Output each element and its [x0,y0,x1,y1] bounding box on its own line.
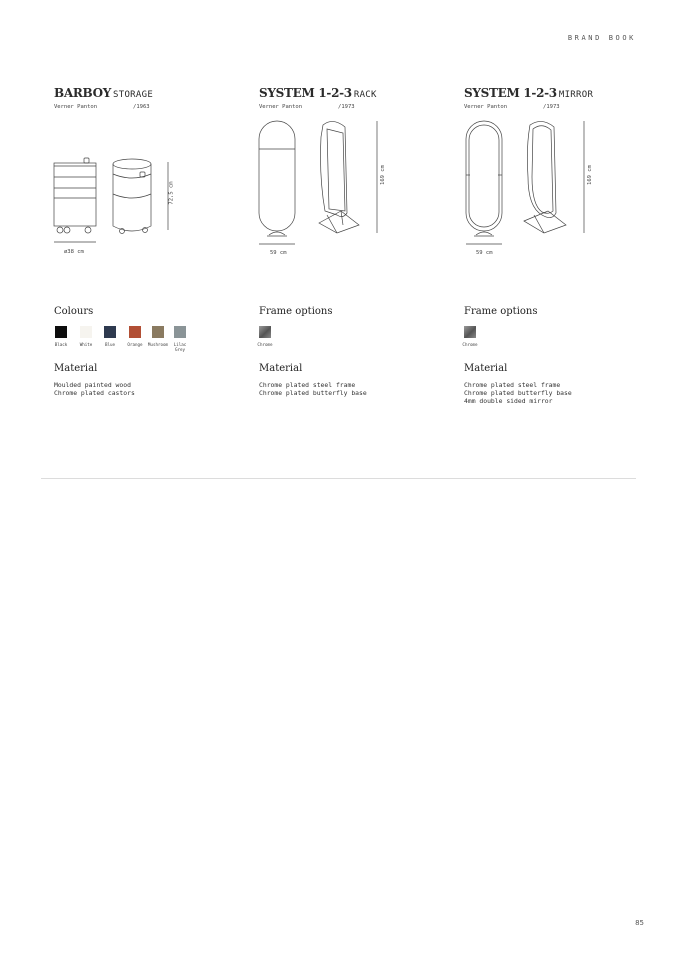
material-item: Chrome plated butterfly base [464,389,572,398]
swatch-lilac-grey [174,326,186,338]
mirror-drawing [462,117,592,249]
rack-width-label: 59 cm [270,250,287,256]
design-year: /1973 [543,104,560,110]
barboy-material-list [54,381,135,397]
designer-line [54,104,244,110]
barboy-width-label: ø38 cm [64,249,84,255]
product-name: BARBOY [54,86,112,100]
product-type: STORAGE [113,90,154,100]
rack-chrome-swatch [259,326,271,338]
swatch-label-mushroom: Mushroom [147,342,169,347]
mirror-height-label: 169 cm [586,165,593,185]
swatch-white [80,326,92,338]
mirror-chrome-swatch [464,326,476,338]
designer-name: Verner Panton [259,104,303,110]
product-title [259,86,449,102]
product-title [54,86,244,102]
rack-frame-options-title: Frame options [259,306,333,317]
product-name: SYSTEM 1-2-3 [464,86,557,100]
rack-height-label: 169 cm [379,165,386,185]
swatch-mushroom [152,326,164,338]
product-name: SYSTEM 1-2-3 [259,86,352,100]
designer-name: Verner Panton [54,104,98,110]
barboy-material-title: Material [54,363,98,374]
material-item: Chrome plated butterfly base [259,389,367,398]
product-barboy-header [54,86,244,110]
rack-chrome-label: Chrome [257,342,273,347]
mirror-material-title: Material [464,363,508,374]
designer-line [259,104,449,110]
rack-drawing [255,117,385,249]
material-item: 4mm double sided mirror [464,397,553,406]
product-type: RACK [353,90,377,100]
swatch-label-blue: Blue [104,342,116,347]
mirror-width-label: 59 cm [476,250,493,256]
material-item: Chrome plated steel frame [464,381,561,389]
page-number: 85 [635,919,644,927]
brand-book-label: BRAND BOOK [567,34,636,42]
mirror-frame-options-title: Frame options [464,306,538,317]
designer-name: Verner Panton [464,104,508,110]
material-item: Chrome plated steel frame [259,381,356,389]
designer-line [464,104,654,110]
material-item: Chrome plated castors [54,389,135,398]
swatch-black [55,326,67,338]
section-divider [41,478,636,479]
swatch-label-orange: Orange [127,342,143,347]
swatch-label-black: Black [54,342,68,347]
swatch-blue [104,326,116,338]
swatch-label-white: White [79,342,93,347]
product-mirror-header [464,86,654,110]
product-title [464,86,654,102]
rack-material-list [259,381,367,397]
rack-material-title: Material [259,363,303,374]
barboy-height-label: 72,5 cm [168,181,175,205]
product-rack-header [259,86,449,110]
design-year: /1973 [338,104,355,110]
product-type: MIRROR [558,90,594,100]
colours-title: Colours [54,306,94,317]
material-item: Moulded painted wood [54,381,131,389]
swatch-orange [129,326,141,338]
mirror-chrome-label: Chrome [462,342,478,347]
mirror-material-list [464,381,572,406]
swatch-label-lilac-grey: Lilac Grey [173,342,187,352]
design-year: /1963 [133,104,150,110]
